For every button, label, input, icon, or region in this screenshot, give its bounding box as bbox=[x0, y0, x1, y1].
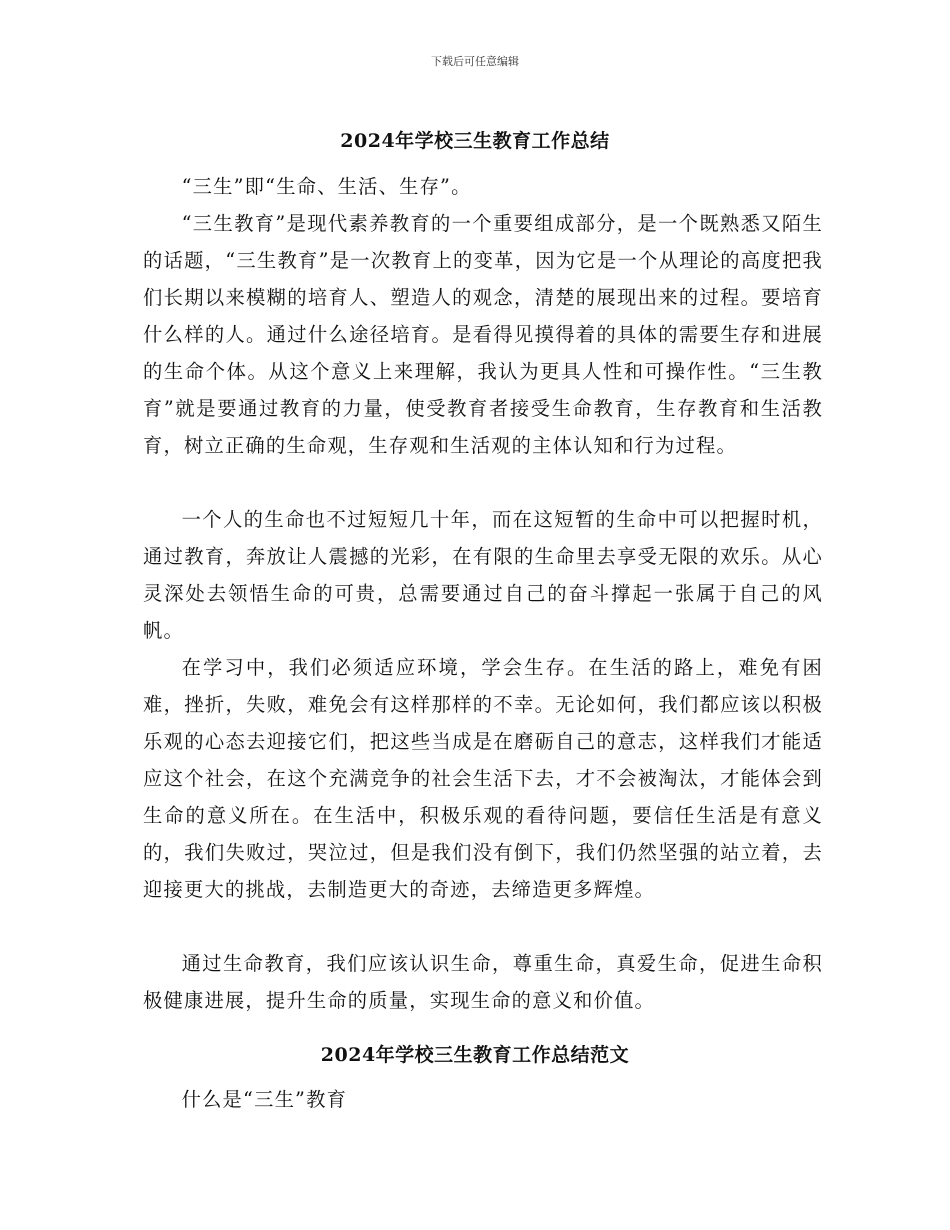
document-title: 2024年学校三生教育工作总结 bbox=[340, 130, 610, 152]
paragraph-conclusion: 通过生命教育，我们应该认识生命，尊重生命，真爱生命，促进生命积极健康进展，提升生命的质量，实现生命的意义和价值。 bbox=[143, 952, 823, 1012]
paragraph-definition: “三生”即“生命、生活、生存”。 bbox=[181, 175, 472, 198]
paragraph-life: 一个人的生命也不过短短几十年，而在这短暂的生命中可以把握时机，通过教育，奔放让人震撼的光彩，在有限的生命里去享受无限的欢乐。从心灵深处去领悟生命的可贵，总需要通过自己的奋斗撑起一张属于自己的风帆。 bbox=[143, 508, 823, 642]
second-document-title: 2024年学校三生教育工作总结范文 bbox=[320, 1044, 630, 1066]
paragraph-study: 在学习中，我们必须适应环境，学会生存。在生活的路上，难免有困难，挫折，失败，难免会有这样那样的不幸。无论如何，我们都应该以积极乐观的心态去迎接它们，把这些当成是在磨砺自己的意志，这样我们才能适应这个社会，在这个充满竞争的社会生活下去，才不会被淘汰，才能体会到生命的意义所在。在生活中，积极乐观的看待问题，要信任生活是有意义的，我们失败过，哭泣过，但是我们没有倒下，我们仍然坚强的站立着，去迎接更大的挑战，去制造更大的奇迹，去缔造更多辉煌。 bbox=[143, 656, 823, 901]
paragraph-what-is: 什么是“三生”教育 bbox=[181, 1088, 348, 1111]
paragraph-intro: “三生教育”是现代素养教育的一个重要组成部分，是一个既熟悉又陌生的话题，“三生教育”是一次教育上的变革，因为它是一个从理论的高度把我们长期以来模糊的培育人、塑造人的观念，清楚的展现出来的过程。要培育什么样的人。通过什么途径培育。是看得见摸得着的具体的需要生存和进展的生命个体。从这个意义上来理解，我认为更具人性和可操作性。“三生教育”就是要通过教育的力量，使受教育者接受生命教育，生存教育和生活教育，树立正确的生命观，生存观和生活观的主体认知和行为过程。 bbox=[143, 212, 823, 457]
page-header-note: 下载后可任意编辑 bbox=[431, 55, 519, 68]
